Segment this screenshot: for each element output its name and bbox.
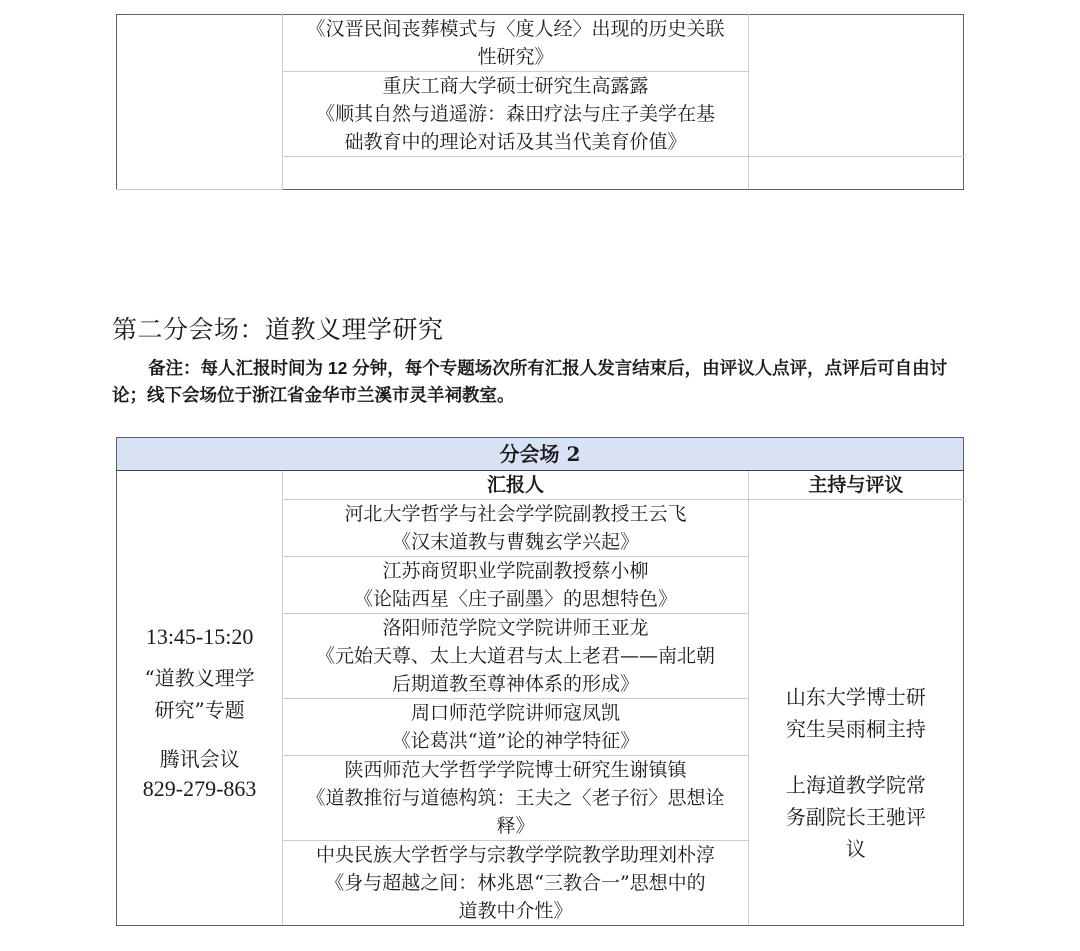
session-time: 13:45-15:20 [145, 624, 254, 649]
prev-presenter-line: 础教育中的理论对话及其当代美育价值》 [344, 131, 687, 153]
presenter-cell [283, 500, 749, 557]
session-info-cell [117, 471, 283, 926]
presenter-title: 《元始天尊、太上大道君与太上老君——南北朝 [315, 645, 715, 667]
presenter-title: 释》 [496, 815, 535, 837]
host-line: 究生吴雨桐主持 [785, 716, 926, 741]
session-topic [117, 652, 282, 736]
prev-presenter-cell [283, 72, 749, 157]
session-banner: 分会场 2 [117, 438, 964, 471]
presenter-title: 道教中介性》 [458, 900, 573, 922]
topic-line: 研究”专题 [154, 698, 245, 722]
prev-presenter-cell [283, 15, 749, 72]
host-cell [748, 500, 963, 926]
prev-empty-cell [748, 157, 963, 190]
presenter-cell [283, 699, 749, 756]
presenter-name: 周口师范学院讲师寇凤凯 [410, 702, 620, 724]
topic-line: “道教义理学 [144, 666, 255, 690]
presenter-title: 后期道教至尊神体系的形成》 [391, 673, 639, 695]
presenter-name: 陕西师范大学哲学学院博士研究生谢镇镇 [344, 759, 687, 781]
meeting-platform: 腾讯会议 [159, 747, 240, 771]
host-line: 山东大学博士研 [785, 684, 926, 709]
commentator-line: 务副院长王驰评 [785, 804, 926, 829]
presenter-cell [283, 841, 749, 926]
prev-presenter-line: 性研究》 [477, 46, 554, 68]
presenter-title: 《论陆西星〈庄子副墨〉的思想特色》 [353, 588, 677, 610]
host-column-header: 主持与评议 [748, 471, 963, 500]
prev-left-cell [117, 15, 283, 190]
session-2-table [116, 437, 964, 926]
spacer [759, 745, 953, 769]
prev-host-cell [748, 15, 963, 157]
presenter-cell [283, 614, 749, 699]
section-note: 备注：每人汇报时间为 12 分钟，每个专题场次所有汇报人发言结束后，由评议人点评，点评后可自由讨论；线下会场位于浙江省金华市兰溪市灵羊祠教室。 [112, 358, 948, 405]
presenter-cell [283, 756, 749, 841]
presenter-name: 中央民族大学哲学与宗教学学院教学助理刘朴淳 [315, 844, 715, 866]
presenter-title: 《道教推衍与道德构筑：王夫之〈老子衍〉思想诠 [306, 787, 725, 809]
previous-session-table [116, 14, 964, 190]
prev-presenter-line: 重庆工商大学硕士研究生高露露 [382, 75, 649, 97]
presenter-column-header: 汇报人 [283, 471, 749, 500]
presenter-title: 《身与超越之间：林兆恩“三教合一”思想中的 [325, 872, 706, 894]
commentator-line: 议 [845, 836, 866, 861]
prev-presenter-line: 《顺其自然与逍遥游：森田疗法与庄子美学在基 [315, 103, 715, 125]
presenter-name: 河北大学哲学与社会学学院副教授王云飞 [344, 503, 687, 525]
prev-empty-cell [283, 157, 749, 190]
commentator-line: 上海道教学院常 [785, 772, 926, 797]
presenter-name: 洛阳师范学院文学院讲师王亚龙 [382, 617, 649, 639]
presenter-cell [283, 557, 749, 614]
meeting-id: 829-279-863 [142, 776, 257, 801]
presenter-title: 《论葛洪“道”论的神学特征》 [391, 730, 640, 752]
presenter-name: 江苏商贸职业学院副教授蔡小柳 [382, 560, 649, 582]
section-heading: 第二分会场：道教义理学研究 [112, 316, 444, 344]
presenter-title: 《汉末道教与曹魏玄学兴起》 [391, 531, 639, 553]
prev-presenter-line: 《汉晋民间丧葬模式与〈度人经〉出现的历史关联 [306, 18, 725, 40]
